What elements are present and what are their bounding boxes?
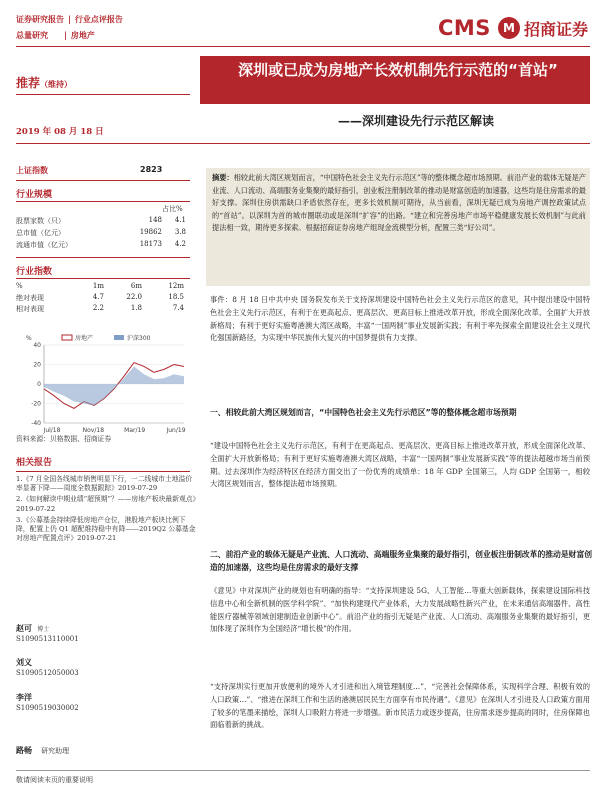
analyst-id: S1090512050003	[16, 669, 79, 677]
analyst-name: 路畅	[16, 746, 32, 755]
rating-qualifier: （维持）	[40, 79, 73, 89]
index-col-header: 1m	[92, 282, 104, 290]
scale-row-pct: 4.1	[174, 216, 186, 224]
abstract-text: 相较此前大湾区规划而言，“中国特色社会主义先行示范区”等的整体概念超市场预期。前沿产业的载体无疑是产业流、人口流动、高端服务业集聚的最好指引，创业板注册制改革的推动是财富创造的加速器，这些均是住房需求的最好支撑。深圳住房供需缺口矛盾依然存在，更多长效机制可期待，从当前看，深圳无疑已成为房地产调控政策试点的“首站”。以深圳为首的城市圈联动或是深圳“扩容”的出路。“建立和完善房地产市场平稳健康发展长效机制”与此前提法相一致，期待更多探索。根据招商证券房地产组现金流模型分析，配置三类“好公司”。	[212, 173, 586, 232]
analyst-id: S1090513110001	[16, 635, 79, 643]
index-row-label: 绝对表现	[16, 294, 44, 302]
industry-scale-table	[16, 216, 190, 252]
analyst-entry	[16, 650, 190, 677]
analyst-id: S1090519030002	[16, 704, 79, 712]
abstract-label: 摘要：	[212, 173, 234, 182]
research-type-label: 总量研究	[16, 30, 48, 40]
performance-chart	[22, 331, 190, 441]
scale-divider	[16, 201, 190, 202]
section-heading: 二、前沿产业的载体无疑是产业流、人口流动、高端服务业集聚的最好指引，创业板注册制改革的推动是财富创造的加速器，这些均是住房需求的最好支撑	[210, 550, 593, 572]
section-heading: 一、相较此前大湾区规划而言，“中国特色社会主义先行示范区”等的整体概念超市场预期	[210, 408, 517, 417]
scale-row-label: 股票家数（只）	[16, 217, 65, 225]
chart-y-tick-label: -20	[31, 400, 41, 408]
scale-row-pct: 3.8	[174, 228, 186, 236]
section-paragraph: 《意见》中对深圳产业的规划也有明确的指导：“支持深圳建设 5G、人工智能…等重大创新载体，探索建设国际科技信息中心和全新机制的医学科学院”、“加快构建现代产业体系，大力发展战略性新兴产业，在未来通信高端器件、高性能医疗器械等领域创建制造业创新中心”。前沿产业的指引无疑是产业流、人口流动、高端服务业集聚的最好指引，更加体现了深圳作为全国经济“增长极”的作用。	[210, 586, 590, 634]
event-label: 事件：	[210, 295, 233, 304]
chart-x-tick-label: Jul/18	[43, 427, 61, 434]
chart-legend-unit: %	[26, 335, 32, 342]
chart-y-tick-label: 40	[33, 342, 41, 349]
footer-divider	[16, 770, 590, 771]
scale-row-label: 流通市值（亿元）	[16, 241, 72, 249]
logo-mark-icon: M	[498, 17, 520, 39]
index-row-label: 相对表现	[16, 305, 44, 313]
chart-legend-swatch	[62, 335, 72, 340]
header-report-type	[16, 14, 123, 25]
index-col-header: 6m	[130, 282, 142, 290]
index-col-header: 12m	[168, 282, 184, 290]
related-reports	[16, 455, 196, 543]
chart-x-tick-label: Jun/19	[166, 427, 186, 434]
section-paragraph: “支持深圳实行更加开放便利的境外人才引进和出入境管理制度…”、“完善社会保障体系，实现科学合理、积极有效的人口政策…”、“推进在深圳工作和生活的港澳居民民生方面享有市民待遇”。《意见》在深圳人才引进及人口政策方面用了较多的笔墨来描绘，深圳人口吸附力将进一步增强。新市民活力或逐步提高，住房需求逐步提高的同时，住房保障也面临着新的挑战。	[210, 682, 590, 730]
chart-x-tick-label: Mar/19	[124, 427, 146, 434]
index-cell: 1.8	[130, 304, 142, 312]
scale-row-value: 19862	[139, 228, 162, 236]
date-divider	[16, 143, 590, 144]
index-col-header: %	[16, 282, 23, 290]
event-paragraph	[210, 294, 590, 345]
analyst-title: 研究助理	[41, 747, 70, 755]
index-title-divider	[16, 278, 190, 279]
scale-row-pct: 4.2	[174, 240, 186, 248]
analyst-name: 赵可	[16, 624, 32, 633]
scale-bottom-divider	[16, 257, 190, 258]
chart-series-area	[44, 366, 184, 405]
index-value: 2823	[140, 165, 163, 174]
related-report-link[interactable]: 2.《如何解读中期业绩“超预期”？——房地产板块最新观点》2019-07-22	[16, 495, 196, 513]
index-divider	[16, 180, 190, 181]
company-logo	[438, 12, 588, 46]
table-row	[16, 304, 190, 315]
table-row	[16, 216, 190, 228]
section-paragraph: “建设中国特色社会主义先行示范区，有利于在更高起点、更高层次、更高目标上推进改革开放，形成全面深化改革、全面扩大开放新格局；有利于更好实施粤港澳大湾区战略，丰富“一国两制”事业发展新实践”等的提法超越市场当前预期。过去深圳作为经济特区在经济方面交出了一份优秀的成绩单：18 年 GDP 全国第三，人均 GDP 全国第一，相较大湾区规划而言，整体提法超市场预期。	[210, 441, 590, 489]
report-date: 2019 年 08 月 18 日	[16, 127, 104, 137]
chart-y-tick-label: 0	[37, 381, 41, 388]
abstract	[212, 172, 586, 235]
index-row	[16, 165, 190, 179]
analyst-name: 李洋	[16, 693, 32, 702]
related-report-link[interactable]: 3.《公募基金持续降低房地产仓位，港股地产板块比例下降，配置上仍 Q1 超配维持稳中有降——2019Q2 公募基金对房地产配置点评》2019-07-21	[16, 515, 196, 543]
scale-row-value: 148	[148, 216, 162, 224]
industry-index-table	[16, 282, 190, 315]
report-subcategory-label: 行业点评报告	[74, 14, 123, 24]
logo-latin-text: CMS	[438, 16, 491, 40]
chart-legend-label: 沪深300	[127, 335, 151, 342]
footer-note: 敬请阅读末页的重要说明	[16, 776, 93, 784]
chart-legend-swatch	[114, 335, 124, 340]
related-divider	[16, 471, 190, 472]
table-row	[16, 293, 190, 304]
industry-index-title: 行业指数	[16, 267, 53, 277]
analyst-entry	[16, 616, 190, 643]
index-label: 上证指数	[16, 166, 48, 175]
index-cell: 4.7	[92, 293, 104, 301]
chart-y-tick-label: 20	[33, 361, 41, 369]
report-category-label: 证券研究报告	[16, 14, 64, 24]
scale-row-value: 18173	[139, 240, 162, 248]
logo-chinese-text: 招商证券	[524, 20, 589, 39]
chart-legend-label: 房地产	[75, 335, 94, 342]
sector-label: 房地产	[70, 30, 95, 40]
table-row	[16, 228, 190, 240]
chart-y-tick-label: -40	[31, 420, 41, 427]
analyst-name: 刘义	[16, 658, 32, 667]
analyst-entry	[16, 738, 190, 757]
rating-label: 推荐	[16, 76, 41, 90]
index-cell: 7.4	[172, 304, 184, 312]
analyst-entry	[16, 685, 190, 712]
header-research-type	[16, 30, 95, 41]
chart-x-tick-label: Nov/18	[82, 427, 105, 434]
header-divider	[16, 46, 590, 47]
scale-row-label: 总市值（亿元）	[16, 229, 65, 237]
header-separator: |	[68, 14, 71, 24]
table-row	[16, 240, 190, 252]
industry-scale-title: 行业规模	[16, 190, 53, 200]
table-header-row	[16, 282, 190, 293]
report-subtitle: ——深圳建设先行示范区解读	[338, 114, 495, 128]
rating	[16, 74, 72, 91]
report-title: 深圳或已成为房地产长效机制先行示范的“首站”	[238, 61, 558, 79]
related-title: 相关报告	[16, 458, 53, 468]
analyst-title: 博士	[37, 626, 50, 633]
scale-col-header: 占比%	[162, 205, 183, 213]
related-report-link[interactable]: 1.《7 月全国各线城市销售明显下行，一二线城市土地溢价率显著下降——周度全数据跟踪》2019-07-29	[16, 475, 193, 493]
index-cell: 2.2	[92, 304, 104, 312]
index-cell: 18.5	[168, 293, 184, 301]
chart-source-note: 资料来源：贝格数据、招商证券	[16, 435, 112, 443]
index-cell: 22.0	[126, 293, 142, 301]
rating-divider	[16, 94, 190, 95]
event-text: 8 月 18 日中共中央 国务院发布关于支持深圳建设中国特色社会主义先行示范区的意见，其中提出建设中国特色社会主义先行示范区，有利于在更高起点、更高层次、更高目标上推进改革开放，形成全面深化改革、全面扩大开放新格局；有利于更好实施粤港澳大湾区战略，丰富“一国两制”事业发展新实践；有利于率先探索全面建设社会主义现代化强国新路径，为实现中华民族伟大复兴的中国梦提供有力支撑。	[210, 295, 591, 343]
header-separator: |	[64, 30, 67, 40]
